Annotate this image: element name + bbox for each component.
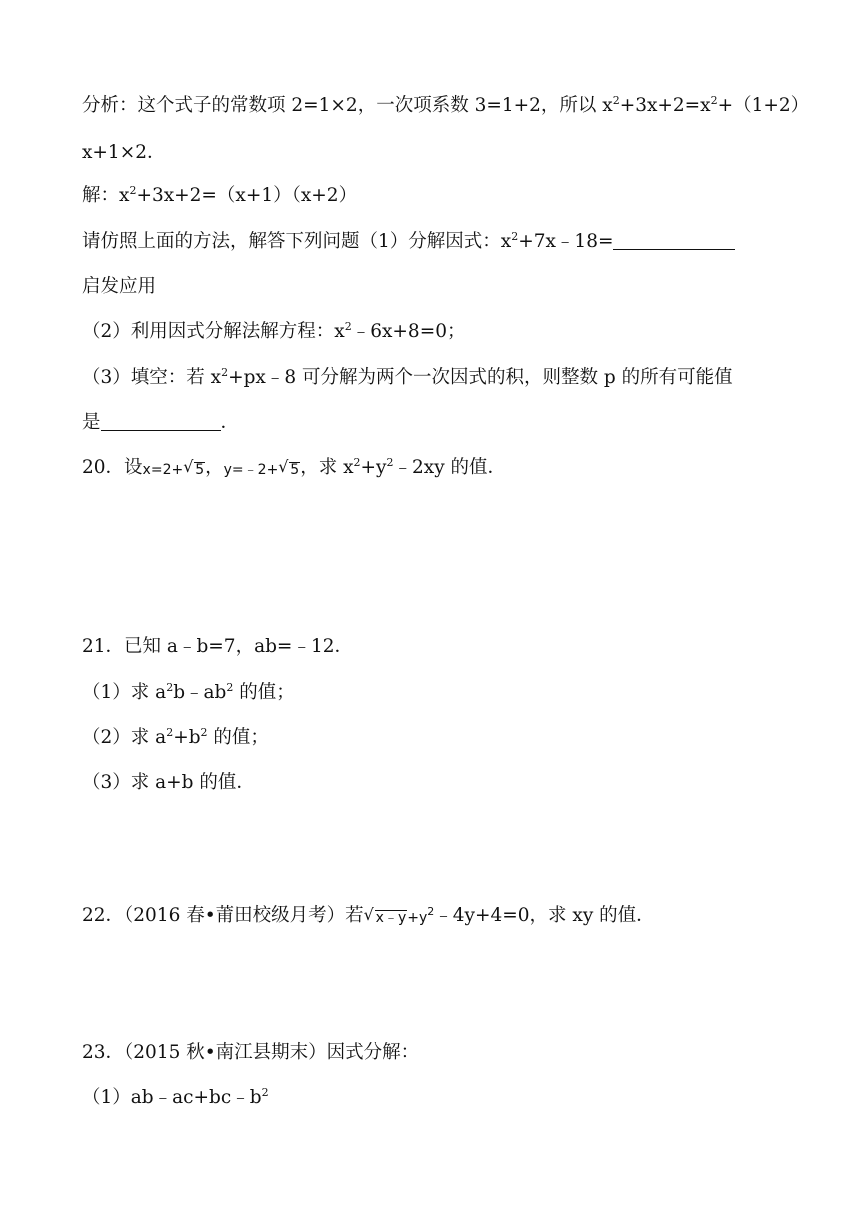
question-23 [82,1041,419,1065]
analysis-line-1 [82,94,809,118]
text: 20．设 [82,457,143,478]
sqrt-symbol: √ x﹣y [363,905,407,926]
text: 请仿照上面的方法，解答下列问题（1）分解因式：x [82,231,512,252]
question-21-part-2 [82,726,269,750]
text: ． [220,412,240,433]
question-2-line [82,320,465,344]
section-heading [82,275,156,299]
question-21 [82,635,353,659]
math-y-expression: y=﹣2+ √ 5 [224,458,301,482]
text: 启发应用 [82,276,157,297]
text: ﹣4y+4=0，求 xy 的值． [434,905,655,926]
text: +3x+2=（x+1）（x+2） [136,185,358,206]
math-sqrt-expression: √ $x﹣y+y^2$ [364,906,435,930]
analysis-line-2 [82,141,165,165]
text: 21．已知 a﹣b=7，ab=﹣12． [82,636,353,657]
text: 22．（2016 春•莆田校级月考）若 [82,905,364,926]
superscript: 2 [129,184,137,197]
sqrt-symbol: √ 5 [183,457,205,478]
text: +7x﹣18= [518,231,614,252]
text: （1）ab﹣ac+bc﹣b [82,1087,262,1108]
text: （2）求 a [82,727,167,748]
text: +b [173,727,201,748]
question-23-part-1 [82,1086,269,1110]
text: +（1+2） [717,95,810,116]
text: ，求 x [300,457,354,478]
text: 23．（2015 秋•南江县期末）因式分解： [82,1042,420,1063]
question-20 [82,456,506,482]
superscript: 2 [511,230,519,243]
superscript: 2 [166,681,174,694]
superscript: 2 [386,456,394,469]
text: +3x+2=x [619,95,711,116]
sqrt-symbol: √ 5 [278,457,300,478]
text: 解：x [82,185,130,206]
question-21-part-1 [82,681,295,705]
math-x-expression: x=2+ √ 5 [143,458,206,482]
superscript: 2 [612,94,620,107]
question-22 [82,904,655,930]
text: （3）填空：若 x [82,367,222,388]
answer-blank[interactable] [101,411,221,431]
text: +y [360,457,387,478]
superscript: 2 [710,94,718,107]
answer-blank[interactable] [613,230,735,250]
text: 的值； [233,682,295,703]
superscript: 2 [353,456,361,469]
question-3-line-2 [82,411,239,435]
text: （1）求 a [82,682,167,703]
text: +px﹣8 可分解为两个一次因式的积，则整数 p 的所有可能值 [228,367,733,388]
text: （2）利用因式分解法解方程：x [82,321,345,342]
text: 的值； [207,727,269,748]
solution-line [82,184,357,208]
superscript: 2 [166,726,174,739]
superscript: 2 [226,681,234,694]
superscript: 2 [200,726,208,739]
question-3-line [82,366,733,390]
question-21-part-3 [82,771,255,795]
text: ， [205,457,224,478]
superscript: 2 [221,366,229,379]
text: ﹣6x+8=0； [351,321,466,342]
superscript: 2 [344,320,352,333]
text: 是 [82,412,101,433]
text: （3）求 a+b 的值． [82,772,255,793]
text: b﹣ab [173,682,227,703]
superscript: 2 [261,1086,269,1099]
text: x+1×2． [82,142,166,163]
text: ﹣2xy 的值． [393,457,507,478]
text: 分析：这个式子的常数项 2=1×2，一次项系数 3=1+2，所以 x [82,95,613,116]
question-1-line [82,230,735,254]
